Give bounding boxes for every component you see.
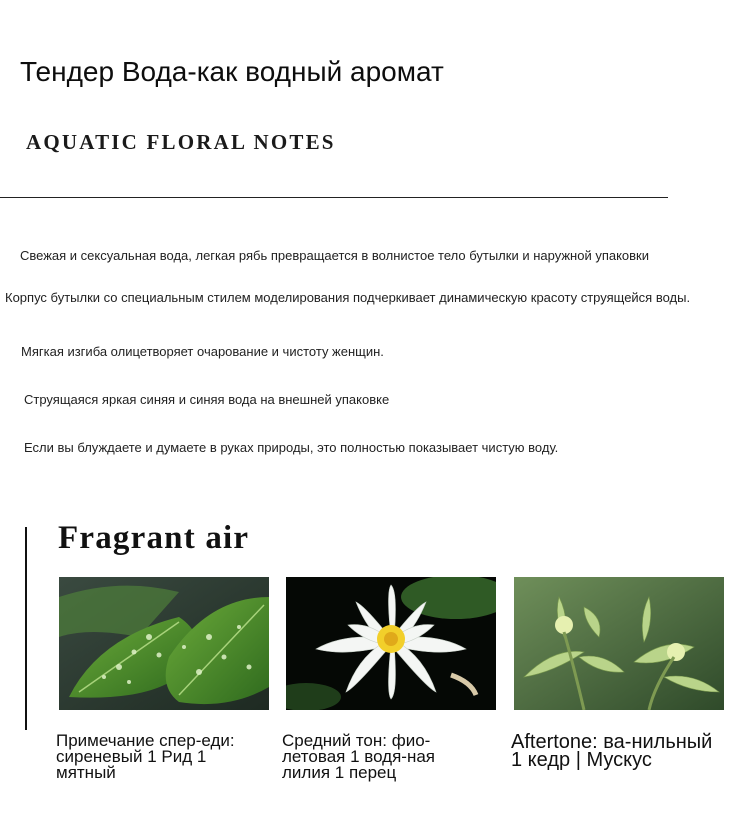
page-title: Тендер Вода-как водный аромат xyxy=(20,56,444,87)
description-paragraph: Корпус бутылки со специальным стилем моделирования подчеркивает динамическую красоту струящейся воды. xyxy=(5,290,691,305)
vanilla-flower-photo xyxy=(514,577,724,710)
description-paragraph: Струящаяся яркая синяя и синяя вода на внешней упаковке xyxy=(24,392,390,407)
description-paragraph: Если вы блуждаете и думаете в руках природы, это полностью показывает чистую воду. xyxy=(24,440,559,455)
water-lily-illustration xyxy=(286,577,496,710)
description-paragraph: Мягкая изгиба олицетворяет очарование и чистоту женщин. xyxy=(21,344,384,359)
vanilla-flower-illustration xyxy=(514,577,724,710)
section-title: Fragrant air xyxy=(58,520,250,556)
middle-note-label: Средний тон: фио-летовая 1 водя-ная лилия 1 перец xyxy=(282,731,436,782)
page-subtitle: AQUATIC FLORAL NOTES xyxy=(26,130,336,154)
top-note-label: Примечание спер-еди: сиреневый 1 Рид 1 мятный xyxy=(56,731,235,782)
section-accent-bar xyxy=(25,527,27,730)
water-lily-photo xyxy=(286,577,496,710)
mint-leaves-illustration xyxy=(59,577,269,710)
description-paragraph: Свежая и сексуальная вода, легкая рябь превращается в волнистое тело бутылки и наружной упаковки xyxy=(20,248,650,263)
mint-leaves-photo xyxy=(59,577,269,710)
header-divider xyxy=(0,197,668,198)
base-note-label: Aftertone: ва-нильный 1 кедр | Мускус xyxy=(511,731,713,771)
